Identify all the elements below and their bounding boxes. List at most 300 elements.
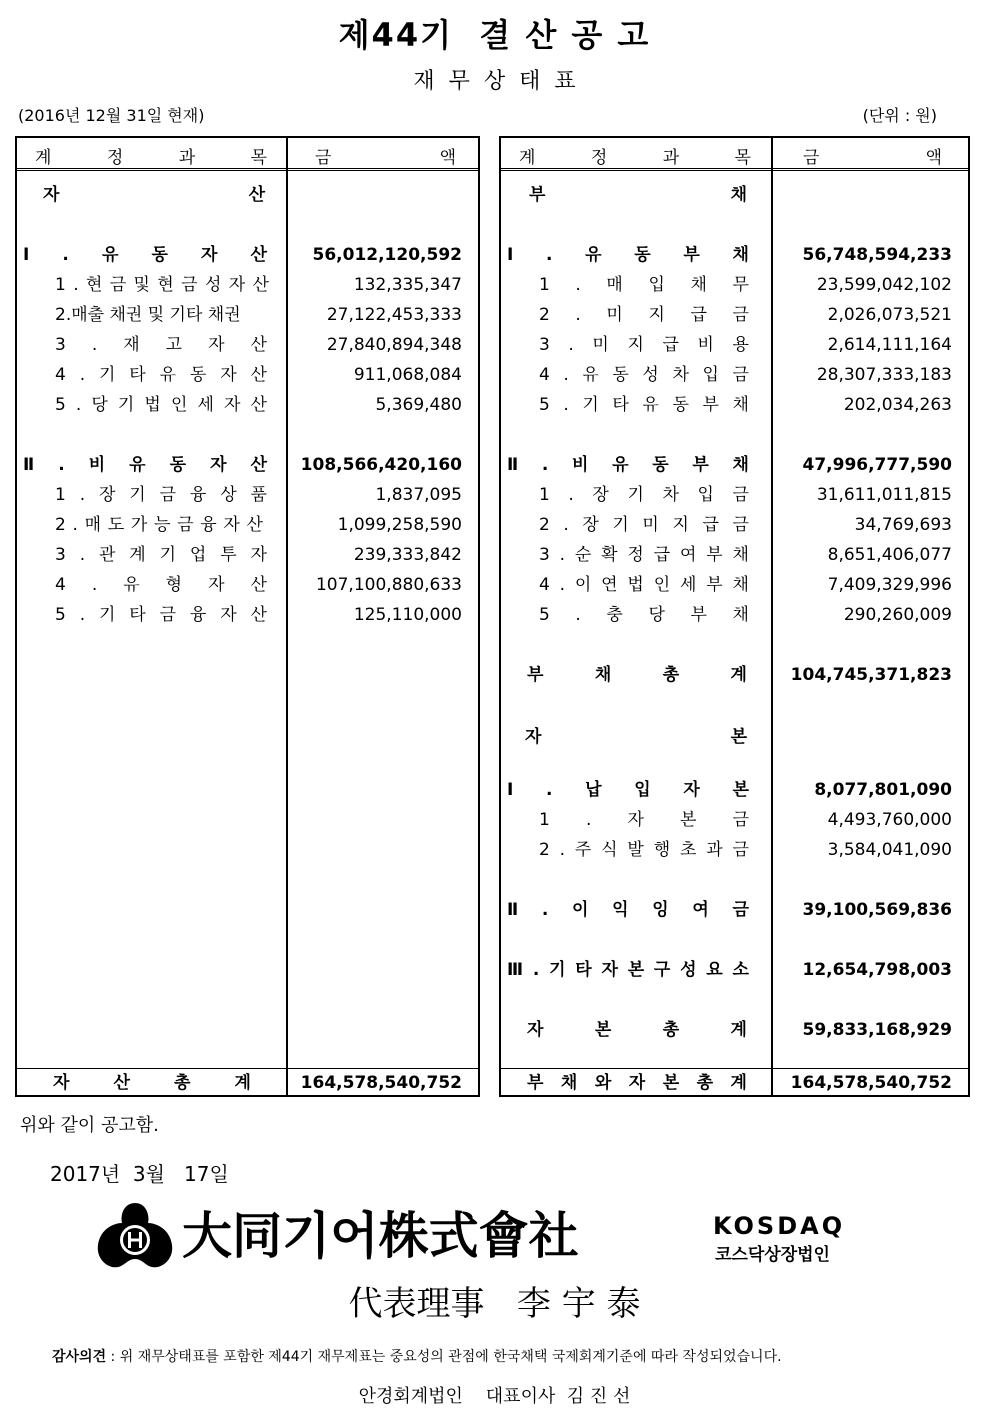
label-glyph: 연 <box>601 575 618 595</box>
item-amount: 34,769,693 <box>854 515 952 535</box>
label-glyph: 동 <box>169 455 187 475</box>
table-row <box>17 541 478 569</box>
label-glyph: 자 <box>43 185 60 205</box>
table-row <box>17 301 478 329</box>
label-glyph: 4 <box>55 365 66 385</box>
label-glyph: 무 <box>732 275 749 295</box>
label-glyph: 품 <box>250 485 267 505</box>
label-glyph: 금 <box>177 515 194 535</box>
item-label <box>539 391 749 419</box>
account-header-char: 과 <box>178 148 196 168</box>
as-of-date: (2016년 12월 31일 현재) <box>18 106 205 125</box>
label-glyph: 순 <box>574 545 592 565</box>
label-glyph: 미 <box>642 515 659 535</box>
label-glyph: Ⅰ <box>507 780 514 800</box>
label-glyph: . <box>568 335 574 355</box>
label-glyph: 총 <box>696 1073 714 1093</box>
label-glyph: 1 <box>55 485 66 505</box>
label-glyph: 상 <box>220 485 237 505</box>
label-glyph: 총 <box>174 1073 191 1093</box>
label-glyph: 채 <box>730 185 747 205</box>
item-label <box>55 481 267 509</box>
label-glyph: 계 <box>234 1073 251 1093</box>
label-glyph: 재 <box>123 335 140 355</box>
group-row <box>501 241 968 269</box>
table-row <box>17 571 478 599</box>
label-glyph: 능 <box>153 515 171 535</box>
label-glyph: 자 <box>223 395 241 415</box>
label-glyph: 익 <box>612 900 629 920</box>
label-glyph: 현 <box>85 275 103 295</box>
group-amount: 47,996,777,590 <box>802 455 952 475</box>
label-glyph: 자 <box>223 515 240 535</box>
amount-header-char: 액 <box>439 148 456 168</box>
label-glyph: 비 <box>572 455 589 475</box>
table-row <box>501 571 968 599</box>
label-glyph: 유 <box>129 455 146 475</box>
group-label <box>507 241 749 269</box>
total-row <box>501 1069 968 1097</box>
table-row <box>501 271 968 299</box>
label-glyph: 유 <box>642 395 659 415</box>
label-glyph: 자 <box>200 245 218 265</box>
group-amount: 8,077,801,090 <box>814 780 952 800</box>
account-header <box>35 143 267 168</box>
label-glyph: . <box>73 275 79 295</box>
label-glyph: 자 <box>627 810 644 830</box>
label-glyph: 자 <box>208 575 225 595</box>
label-glyph: 본 <box>732 780 749 800</box>
total-label <box>53 1069 251 1097</box>
label-glyph: 채 <box>732 545 749 565</box>
label-glyph: 산 <box>250 575 267 595</box>
label-glyph: 차 <box>662 485 679 505</box>
label-glyph: 유 <box>159 365 177 385</box>
label-glyph: . <box>575 305 581 325</box>
label-glyph: 세 <box>197 395 214 415</box>
label-glyph: . <box>79 485 86 505</box>
page-title: 제44기 결 산 공 고 <box>338 16 651 54</box>
account-header <box>519 143 751 168</box>
label-glyph: 금 <box>159 605 177 625</box>
label-glyph: 5 <box>55 395 66 415</box>
label-glyph: 과 <box>706 840 723 860</box>
label-glyph: 산 <box>252 275 269 295</box>
label-glyph: . <box>532 960 540 980</box>
item-label <box>539 301 749 329</box>
label-glyph: 금 <box>732 840 749 860</box>
label-glyph: . <box>563 515 569 535</box>
label-glyph: . <box>546 245 553 265</box>
section-label <box>525 723 747 751</box>
label-glyph: 타 <box>129 605 146 625</box>
label-glyph: . <box>585 810 592 830</box>
label-glyph: 세 <box>679 575 697 595</box>
label-glyph: 산 <box>250 395 267 415</box>
item-label <box>55 331 267 359</box>
company-logo-icon <box>96 1201 174 1271</box>
label-glyph: . <box>79 605 86 625</box>
label-glyph: 3 <box>55 335 66 355</box>
label-glyph: 5 <box>539 395 550 415</box>
group-label <box>507 451 749 479</box>
label-glyph: 산 <box>250 365 267 385</box>
group-row <box>501 896 968 924</box>
item-label <box>55 571 267 599</box>
label-glyph: 기 <box>98 605 116 625</box>
label-glyph: 부 <box>692 455 709 475</box>
subtotal-label <box>527 661 747 689</box>
amount-header-char: 액 <box>925 148 942 168</box>
item-label <box>539 331 749 359</box>
label-glyph: 산 <box>250 245 267 265</box>
label-glyph: 동 <box>634 245 651 265</box>
label-glyph: 장 <box>582 515 599 535</box>
item-amount: 290,260,009 <box>843 605 952 625</box>
section-heading <box>17 181 478 209</box>
label-glyph: 자 <box>601 960 618 980</box>
label-glyph: 주 <box>574 840 592 860</box>
label-glyph: 2 <box>539 840 550 860</box>
label-glyph: 유 <box>123 575 140 595</box>
label-glyph: 지 <box>648 305 665 325</box>
item-amount: 911,068,084 <box>353 365 462 385</box>
label-glyph: 부 <box>702 395 719 415</box>
item-label <box>539 806 749 834</box>
group-amount: 12,654,798,003 <box>802 960 952 980</box>
label-glyph: 유 <box>585 245 602 265</box>
label-glyph: 매 <box>84 515 102 535</box>
header-divider <box>501 168 968 171</box>
label-glyph: 금 <box>159 485 177 505</box>
table-row <box>17 391 478 419</box>
exchange-sublabel: 코스닥상장법인 <box>715 1245 830 1265</box>
label-glyph: 인 <box>653 575 671 595</box>
group-row <box>17 241 478 269</box>
label-glyph: 자 <box>210 455 227 475</box>
item-label <box>55 601 267 629</box>
label-glyph: 형 <box>165 575 183 595</box>
label-glyph: 성 <box>642 365 659 385</box>
label-glyph: Ⅱ <box>23 455 35 475</box>
total-label <box>527 1069 747 1097</box>
label-glyph: 채 <box>690 275 707 295</box>
item-amount: 202,034,263 <box>843 395 952 415</box>
label-glyph: . <box>563 395 569 415</box>
label-glyph: 3 <box>539 335 550 355</box>
item-amount: 1,837,095 <box>375 485 462 505</box>
label-glyph: 4 <box>539 365 550 385</box>
item-label <box>539 541 749 569</box>
label-glyph: 급 <box>662 335 679 355</box>
label-glyph: 매 <box>606 275 623 295</box>
label-glyph: 자 <box>220 605 237 625</box>
subtotal-amount: 104,745,371,823 <box>790 665 952 685</box>
label-glyph: . <box>91 575 98 595</box>
subtotal-label <box>527 1016 747 1044</box>
label-glyph: 자 <box>527 1020 544 1040</box>
item-amount: 31,611,011,815 <box>816 485 952 505</box>
label-glyph: 미 <box>606 305 623 325</box>
assets-table <box>15 136 480 1097</box>
label-glyph: 정 <box>627 545 644 565</box>
label-glyph: 및 <box>133 275 150 295</box>
item-label: 2.매출 채권 및 기타 채권 <box>55 305 241 325</box>
label-glyph: 2 <box>55 515 66 535</box>
label-glyph: 1 <box>55 275 66 295</box>
label-glyph: 산 <box>246 515 263 535</box>
table-row <box>501 331 968 359</box>
group-label <box>23 241 267 269</box>
label-glyph: 기 <box>117 395 135 415</box>
label-glyph: 충 <box>606 605 623 625</box>
label-glyph: 타 <box>612 395 629 415</box>
label-glyph: 금 <box>732 900 749 920</box>
account-header-char: 정 <box>590 148 608 168</box>
item-label <box>55 541 267 569</box>
unit-label: (단위 : 원) <box>862 106 937 125</box>
label-glyph: Ⅰ <box>507 245 514 265</box>
group-amount: 56,012,120,592 <box>312 245 462 265</box>
label-glyph: 성 <box>204 275 222 295</box>
label-glyph: . <box>79 545 86 565</box>
label-glyph: . <box>546 780 553 800</box>
label-glyph: 1 <box>539 810 550 830</box>
label-glyph: 지 <box>672 515 689 535</box>
label-glyph: 금 <box>181 275 198 295</box>
audit-text: : 위 재무상태표를 포함한 제44기 재무제표는 중요성의 관점에 한국채택 국제회계기준에 따라 작성되었습니다. <box>106 1349 782 1365</box>
audit-label: 감사의견 <box>52 1349 107 1365</box>
label-glyph: 동 <box>672 395 689 415</box>
table-row <box>501 806 968 834</box>
account-header-char: 정 <box>106 148 124 168</box>
label-glyph: 자 <box>53 1073 70 1093</box>
group-label <box>507 776 749 804</box>
label-glyph: 총 <box>662 1020 680 1040</box>
label-glyph: 기 <box>582 395 599 415</box>
label-glyph: 채 <box>732 245 749 265</box>
label-glyph: 기 <box>627 485 644 505</box>
label-glyph: 가 <box>130 515 148 535</box>
table-row <box>17 481 478 509</box>
item-label <box>539 571 749 599</box>
label-glyph: 자 <box>208 335 225 355</box>
table-row <box>17 511 478 539</box>
label-glyph: 법 <box>627 575 644 595</box>
item-label <box>539 511 749 539</box>
label-glyph: 산 <box>113 1073 130 1093</box>
label-glyph: 본 <box>680 810 697 830</box>
label-glyph: 계 <box>730 1020 747 1040</box>
item-amount: 125,110,000 <box>353 605 462 625</box>
item-label <box>539 601 749 629</box>
amount-header-char: 금 <box>315 148 332 168</box>
header-divider <box>17 168 478 171</box>
label-glyph: Ⅲ <box>507 960 524 980</box>
label-glyph: 자 <box>228 275 246 295</box>
label-glyph: 입 <box>634 780 651 800</box>
item-amount: 28,307,333,183 <box>816 365 952 385</box>
label-glyph: 식 <box>601 840 618 860</box>
account-header-char: 목 <box>734 148 751 168</box>
item-amount: 1,099,258,590 <box>337 515 462 535</box>
label-glyph: Ⅰ <box>23 245 30 265</box>
company-name: 大同기어株式會社 <box>182 1206 579 1265</box>
label-glyph: Ⅱ <box>507 900 519 920</box>
label-glyph: 미 <box>592 335 609 355</box>
item-amount: 27,122,453,333 <box>326 305 462 325</box>
label-glyph: 부 <box>690 605 707 625</box>
label-glyph: 채 <box>732 395 749 415</box>
table-row <box>17 271 478 299</box>
group-label <box>507 896 749 924</box>
table-row <box>501 836 968 864</box>
item-label <box>55 511 263 539</box>
item-amount: 5,369,480 <box>375 395 462 415</box>
exchange-label: KOSDAQ <box>713 1212 846 1240</box>
label-glyph: 입 <box>697 485 714 505</box>
table-row <box>501 481 968 509</box>
label-glyph: 계 <box>730 1073 747 1093</box>
group-label <box>507 956 749 984</box>
label-glyph: 부 <box>529 185 546 205</box>
item-amount: 27,840,894,348 <box>326 335 462 355</box>
label-glyph: 차 <box>672 365 689 385</box>
label-glyph: 기 <box>549 960 566 980</box>
label-glyph: 융 <box>189 605 207 625</box>
section-label <box>529 181 747 209</box>
table-row <box>501 391 968 419</box>
label-glyph: 기 <box>98 365 116 385</box>
label-glyph: 입 <box>648 275 665 295</box>
label-glyph: . <box>58 455 65 475</box>
label-glyph: 잉 <box>652 900 669 920</box>
item-amount: 239,333,842 <box>353 545 462 565</box>
label-glyph: 금 <box>732 485 749 505</box>
label-glyph: 2 <box>539 305 550 325</box>
label-glyph: 자 <box>250 545 267 565</box>
label-glyph: 여 <box>679 545 697 565</box>
label-glyph: 장 <box>592 485 609 505</box>
label-glyph: 채 <box>594 665 612 685</box>
subtotal-amount: 59,833,168,929 <box>802 1020 952 1040</box>
label-glyph: 3 <box>539 545 550 565</box>
subtotal-row <box>501 1016 968 1044</box>
label-glyph: . <box>75 395 82 415</box>
group-amount: 56,748,594,233 <box>802 245 952 265</box>
label-glyph: 타 <box>129 365 146 385</box>
table-row <box>17 601 478 629</box>
label-glyph: 3 <box>55 545 66 565</box>
label-glyph: 산 <box>248 185 265 205</box>
label-glyph: 본 <box>627 960 645 980</box>
label-glyph: 융 <box>189 485 207 505</box>
label-glyph: 동 <box>151 245 168 265</box>
label-glyph: . <box>91 335 98 355</box>
label-glyph: . <box>575 275 581 295</box>
label-glyph: 5 <box>539 605 550 625</box>
label-glyph: 인 <box>170 395 188 415</box>
label-glyph: 1 <box>539 275 550 295</box>
statement-title: 재 무 상 태 표 <box>413 69 576 94</box>
item-label <box>55 361 267 389</box>
label-glyph: 확 <box>601 545 618 565</box>
label-glyph: 비 <box>88 455 106 475</box>
label-glyph: 금 <box>732 810 749 830</box>
label-glyph: 채 <box>560 1073 578 1093</box>
label-glyph: 입 <box>702 365 719 385</box>
label-glyph: 융 <box>200 515 217 535</box>
label-glyph: 당 <box>648 605 665 625</box>
label-glyph: 유 <box>582 365 599 385</box>
label-glyph: 행 <box>653 840 671 860</box>
account-header-char: 계 <box>519 148 536 168</box>
label-glyph: 부 <box>706 545 723 565</box>
item-amount: 107,100,880,633 <box>315 575 462 595</box>
label-glyph: . <box>563 365 569 385</box>
account-header-char: 과 <box>662 148 680 168</box>
announcement-date: 2017년 3월 17일 <box>50 1162 229 1186</box>
label-glyph: 산 <box>250 455 267 475</box>
item-amount: 8,651,406,077 <box>827 545 952 565</box>
label-glyph: 1 <box>539 485 550 505</box>
table-row <box>501 361 968 389</box>
label-glyph: 현 <box>157 275 174 295</box>
label-glyph: 기 <box>159 545 177 565</box>
label-glyph: 금 <box>732 515 749 535</box>
label-glyph: 동 <box>652 455 669 475</box>
label-glyph: . <box>541 900 549 920</box>
label-glyph: 고 <box>165 335 183 355</box>
label-glyph: 계 <box>730 665 747 685</box>
label-glyph: 자 <box>683 780 700 800</box>
label-glyph: 발 <box>627 840 644 860</box>
label-glyph: 산 <box>250 605 267 625</box>
label-glyph: 타 <box>575 960 592 980</box>
account-header-char: 목 <box>250 148 267 168</box>
label-glyph: 유 <box>101 245 119 265</box>
item-amount: 4,493,760,000 <box>827 810 952 830</box>
label-glyph: 지 <box>627 335 644 355</box>
label-glyph: 이 <box>572 900 589 920</box>
label-glyph: 자 <box>628 1073 646 1093</box>
label-glyph: . <box>559 575 566 595</box>
label-glyph: 당 <box>91 395 108 415</box>
label-glyph: 와 <box>594 1073 612 1093</box>
group-row <box>501 776 968 804</box>
label-glyph: 부 <box>706 575 723 595</box>
label-glyph: 소 <box>732 960 749 980</box>
table-row <box>501 511 968 539</box>
item-label <box>55 391 267 419</box>
table-row <box>501 301 968 329</box>
item-amount: 7,409,329,996 <box>827 575 952 595</box>
section-heading <box>501 723 968 751</box>
item-amount: 132,335,347 <box>353 275 462 295</box>
label-glyph: 급 <box>653 545 671 565</box>
subtotal-row <box>501 661 968 689</box>
audit-opinion <box>52 1346 782 1366</box>
table-row <box>17 331 478 359</box>
group-row <box>17 451 478 479</box>
item-amount: 2,614,111,164 <box>827 335 952 355</box>
label-glyph: 부 <box>683 245 700 265</box>
label-glyph: 부 <box>527 665 544 685</box>
label-glyph: . <box>79 365 86 385</box>
label-glyph: 본 <box>594 1020 612 1040</box>
label-glyph: . <box>72 515 78 535</box>
table-row <box>501 541 968 569</box>
